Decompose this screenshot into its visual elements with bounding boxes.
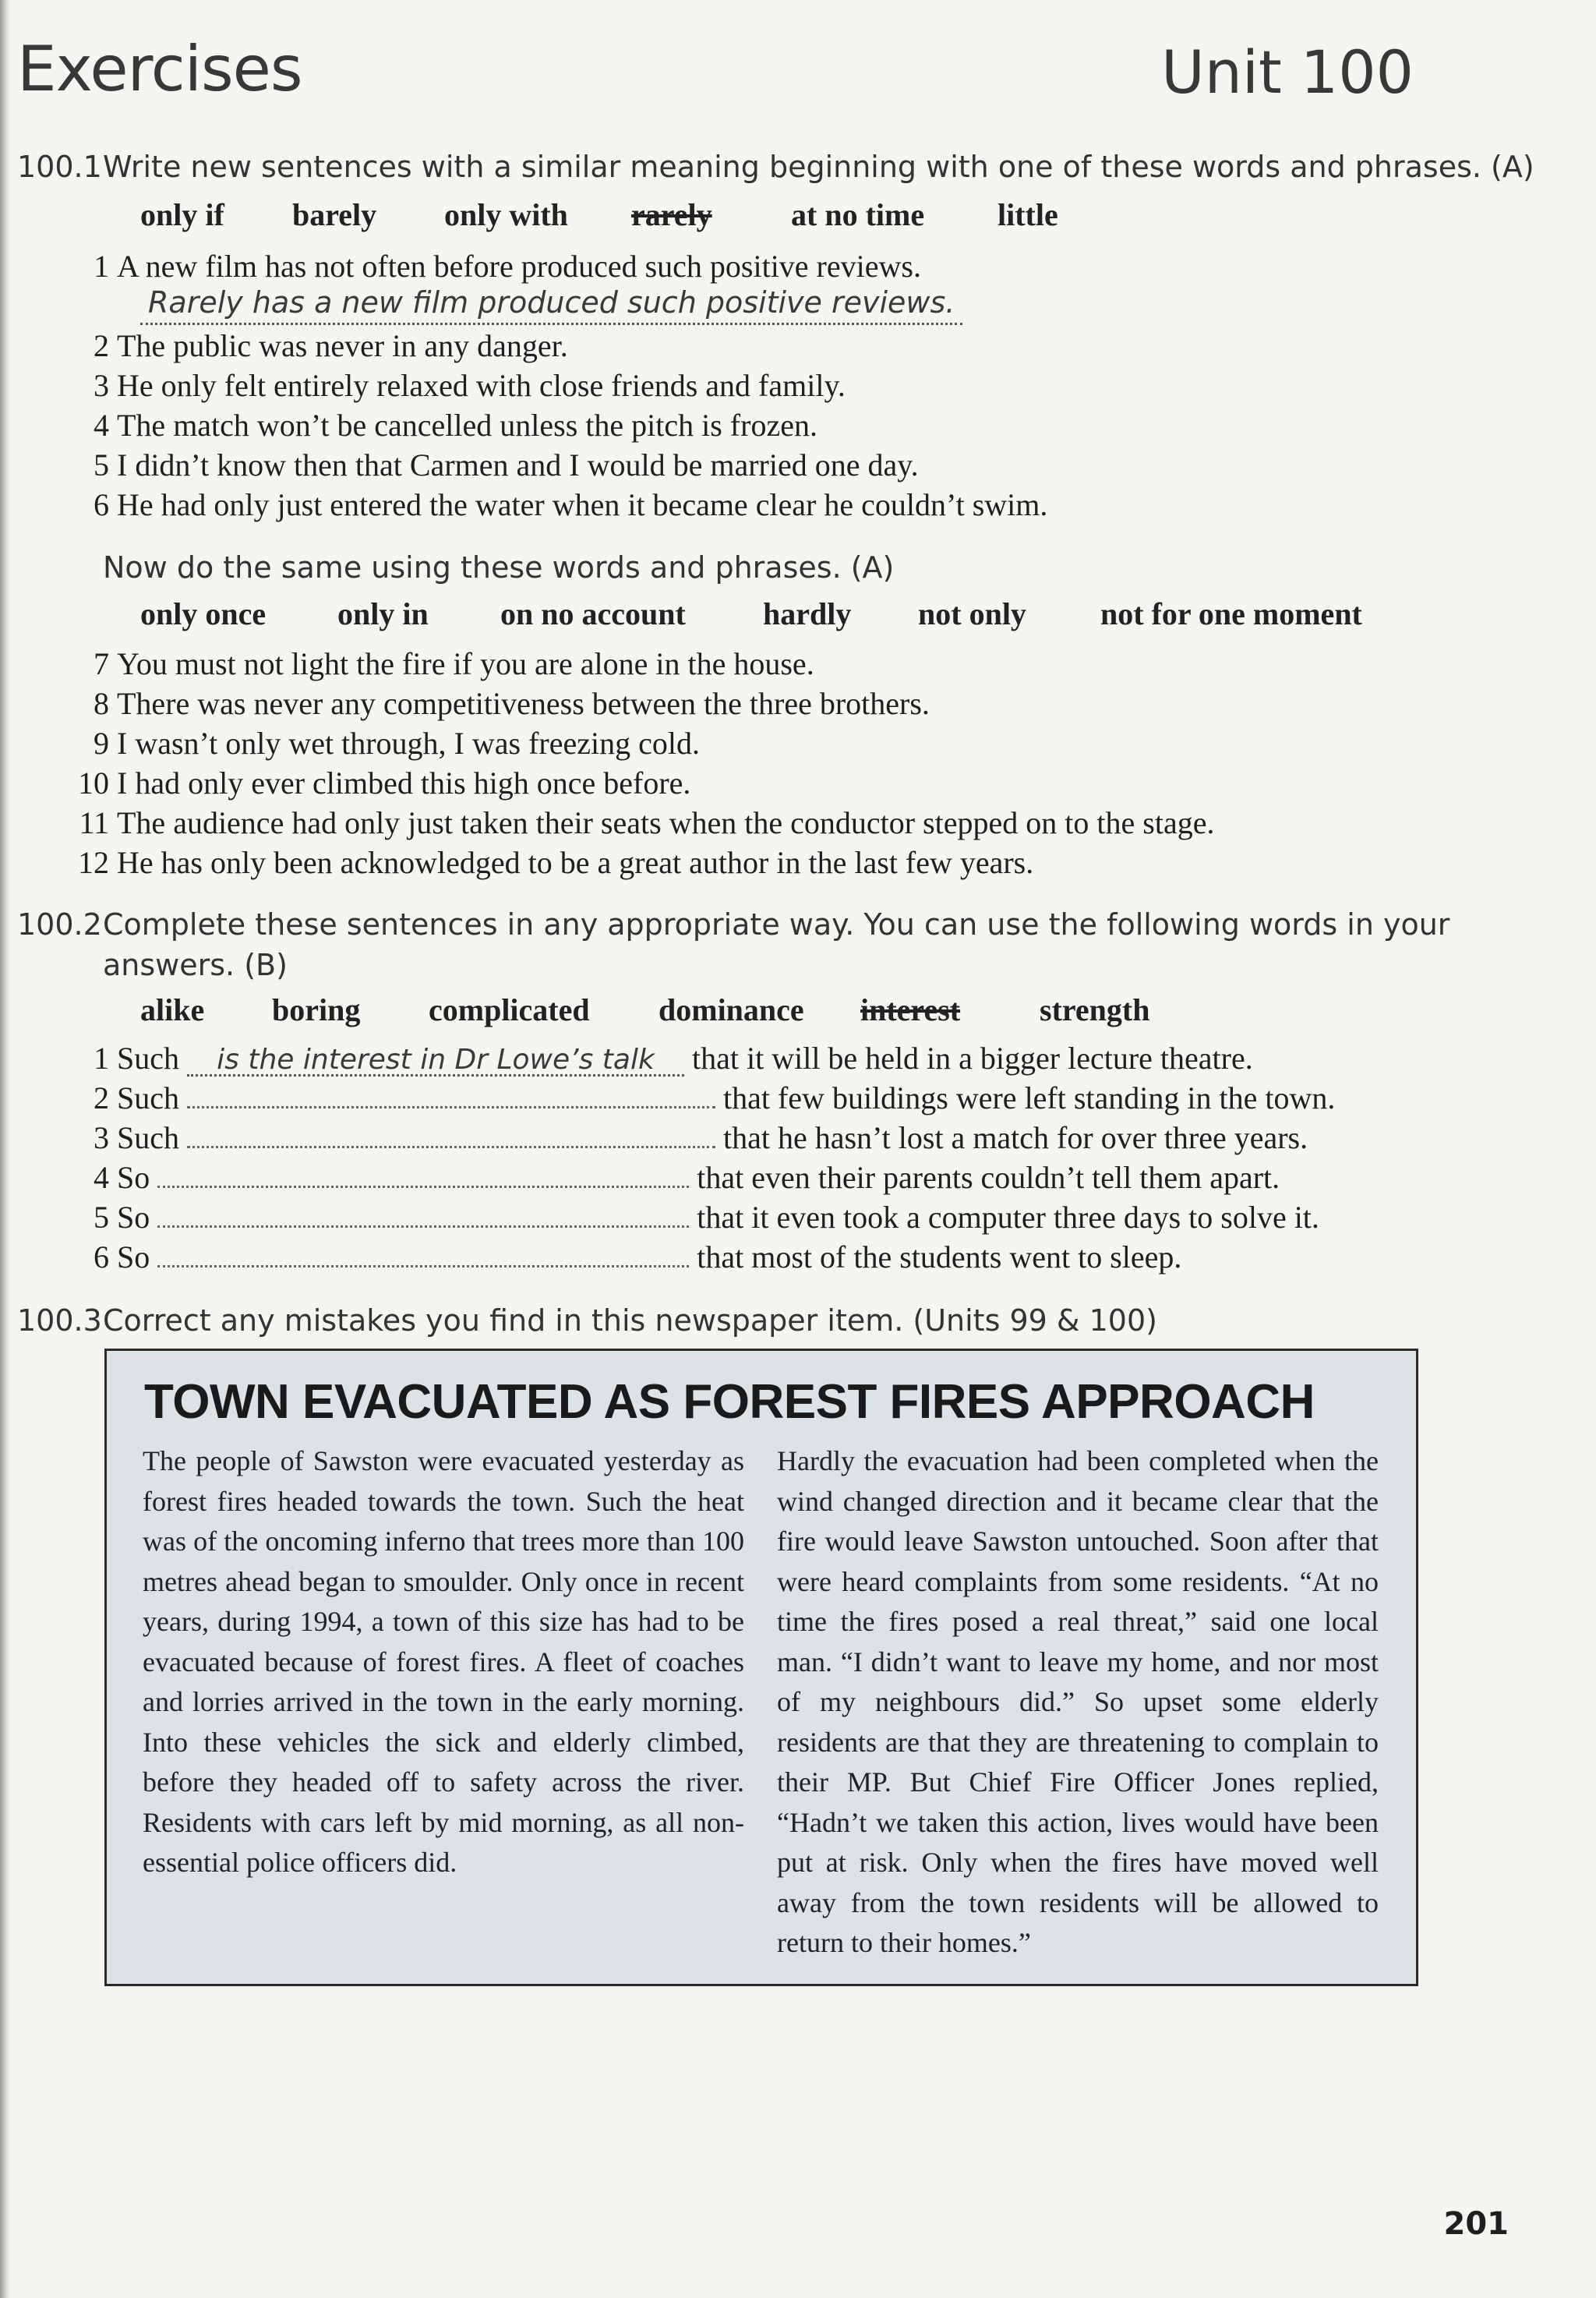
item-sentence — [117, 1080, 1336, 1115]
exercise-instruction-continued: answers. (B) — [103, 948, 288, 982]
word-item: complicated — [429, 992, 590, 1027]
item-number: 12 — [78, 845, 109, 880]
word-item: boring — [272, 992, 361, 1027]
unit-title: Unit 100 — [1161, 37, 1414, 107]
item-text: He had only just entered the water when it became clear he couldn’t swim. — [117, 487, 1048, 522]
item-text: You must not light the fire if you are alone in the house. — [117, 646, 814, 681]
item-text: The match won’t be cancelled unless the pitch is frozen. — [117, 408, 817, 443]
sentence-start: So — [117, 1160, 150, 1195]
item-number: 8 — [94, 686, 109, 721]
handwritten-answer: is the interest in Dr Lowe’s talk — [187, 1046, 684, 1077]
item-number: 2 — [94, 328, 109, 363]
page-number: 201 — [1443, 2206, 1509, 2242]
sentence-end: that it even took a computer three days to solve it. — [697, 1200, 1319, 1235]
exercise-number: 100.2 — [17, 907, 102, 942]
item-number: 3 — [94, 1120, 109, 1155]
word-item: barely — [292, 197, 377, 232]
word-item: little — [998, 197, 1058, 232]
sentence-start: Such — [117, 1120, 179, 1155]
page-title: Exercises — [17, 33, 302, 105]
item-number: 6 — [94, 1239, 109, 1275]
sentence-start: Such — [117, 1041, 179, 1076]
word-item: not only — [918, 596, 1026, 631]
item-text: He has only been acknowledged to be a great author in the last few years. — [117, 845, 1034, 880]
item-text: He only felt entirely relaxed with close friends and family. — [117, 368, 846, 403]
item-number: 5 — [94, 447, 109, 483]
exercise-number: 100.3 — [17, 1303, 102, 1338]
sentence-end: that most of the students went to sleep. — [697, 1239, 1182, 1275]
sentence-start: So — [117, 1239, 150, 1275]
sentence-end: that it will be held in a bigger lecture theatre. — [692, 1041, 1253, 1076]
word-list-2 — [140, 596, 1362, 632]
word-item: on no account — [500, 596, 686, 631]
word-item: at no time — [791, 197, 925, 232]
answer-blank[interactable] — [187, 1141, 715, 1148]
word-list-1 — [140, 196, 1058, 233]
item-sentence — [117, 1122, 1308, 1154]
item-text: The audience had only just taken their seats when the conductor stepped on to the stage. — [117, 805, 1215, 840]
answer-blank[interactable] — [187, 1101, 715, 1108]
news-column-right: Hardly the evacuation had been completed when the wind changed direction and it became clear that the fire would leave Sawston untouched. Soon after that were heard complaints from some residents. “At no time the fires posed a real threat,” said one local man. “I didn’t want to leave my home, and nor most of my neighbours did.” So upset some elderly residents are that they are threatening to complain to their MP. But Chief Fire Officer Jones replied, “Hadn’t we taken this action, lives would have been put at risk. Only when the fires have moved well away from the town residents will be allowed to return to their homes.” — [777, 1445, 1379, 1958]
exercise-number: 100.1 — [17, 150, 102, 184]
word-item: dominance — [659, 992, 804, 1027]
page-binding-edge — [0, 0, 11, 2298]
word-item-crossed: interest — [860, 992, 961, 1027]
answer-blank[interactable] — [157, 1221, 689, 1228]
sentence-end: that few buildings were left standing in the town. — [723, 1080, 1336, 1115]
item-number: 10 — [78, 765, 109, 801]
item-sentence — [117, 1202, 1319, 1233]
word-item: not for one moment — [1100, 596, 1362, 631]
item-number: 6 — [94, 487, 109, 522]
item-number: 1 — [94, 249, 109, 284]
answer-blank[interactable] — [157, 1260, 689, 1267]
item-sentence — [117, 1043, 1253, 1077]
sentence-start: Such — [117, 1080, 179, 1115]
example-answer — [140, 285, 962, 320]
item-number: 4 — [94, 1160, 109, 1195]
item-text: I had only ever climbed this high once before. — [117, 765, 691, 801]
word-item: only in — [337, 596, 429, 631]
sentence-end: that even their parents couldn’t tell them apart. — [697, 1160, 1280, 1195]
item-number: 9 — [94, 726, 109, 761]
answer-blank[interactable] — [157, 1181, 689, 1188]
exercise-instruction: Complete these sentences in any appropriate way. You can use the following words in your — [103, 907, 1450, 942]
item-text: I didn’t know then that Carmen and I would be married one day. — [117, 447, 919, 483]
word-item: only once — [140, 596, 267, 631]
item-text: I wasn’t only wet through, I was freezing cold. — [117, 726, 700, 761]
word-item: only with — [444, 197, 568, 232]
exercise-instruction: Write new sentences with a similar meaning beginning with one of these words and phrases. (A) — [103, 150, 1534, 184]
item-number: 11 — [79, 805, 109, 840]
word-list-3 — [140, 992, 1149, 1028]
item-number: 3 — [94, 368, 109, 403]
item-sentence — [117, 1239, 1182, 1275]
news-headline: TOWN EVACUATED AS FOREST FIRES APPROACH — [144, 1375, 1315, 1429]
item-number: 2 — [94, 1080, 109, 1115]
sub-instruction: Now do the same using these words and phrases. (A) — [103, 550, 895, 585]
word-item-crossed: rarely — [631, 197, 712, 232]
item-text: There was never any competitiveness between the three brothers. — [117, 686, 930, 721]
news-column-left: The people of Sawston were evacuated yesterday as forest fires headed towards the town. Such the heat was of the oncoming inferno that trees more than 100 metres ahead began to smoulder. Only once in recent years, during 1994, a town of this size has had to be evacuated because of forest fires. A fleet of coaches and lorries arrived in the town in the early morning. Into these vehicles the sick and elderly climbed, before they headed off to safety across the river. Residents with cars left by mid morning, as all non-essential police officers did. — [143, 1445, 744, 1878]
word-item: hardly — [763, 596, 852, 631]
sentence-end: that he hasn’t lost a match for over three years. — [723, 1120, 1308, 1155]
exercise-instruction: Correct any mistakes you find in this newspaper item. (Units 99 & 100) — [103, 1303, 1157, 1338]
item-sentence — [117, 1162, 1280, 1193]
item-text: The public was never in any danger. — [117, 328, 568, 363]
item-number: 1 — [94, 1041, 109, 1076]
newspaper-item-box — [104, 1349, 1418, 1986]
item-number: 4 — [94, 408, 109, 443]
sentence-start: So — [117, 1200, 150, 1235]
handwritten-answer: Rarely has a new film produced such positive reviews. — [140, 285, 962, 325]
item-number: 7 — [94, 646, 109, 681]
word-item: strength — [1040, 992, 1150, 1027]
item-number: 5 — [94, 1200, 109, 1235]
item-text: A new film has not often before produced such positive reviews. — [117, 249, 921, 284]
word-item: only if — [140, 197, 224, 232]
word-item: alike — [140, 992, 205, 1027]
